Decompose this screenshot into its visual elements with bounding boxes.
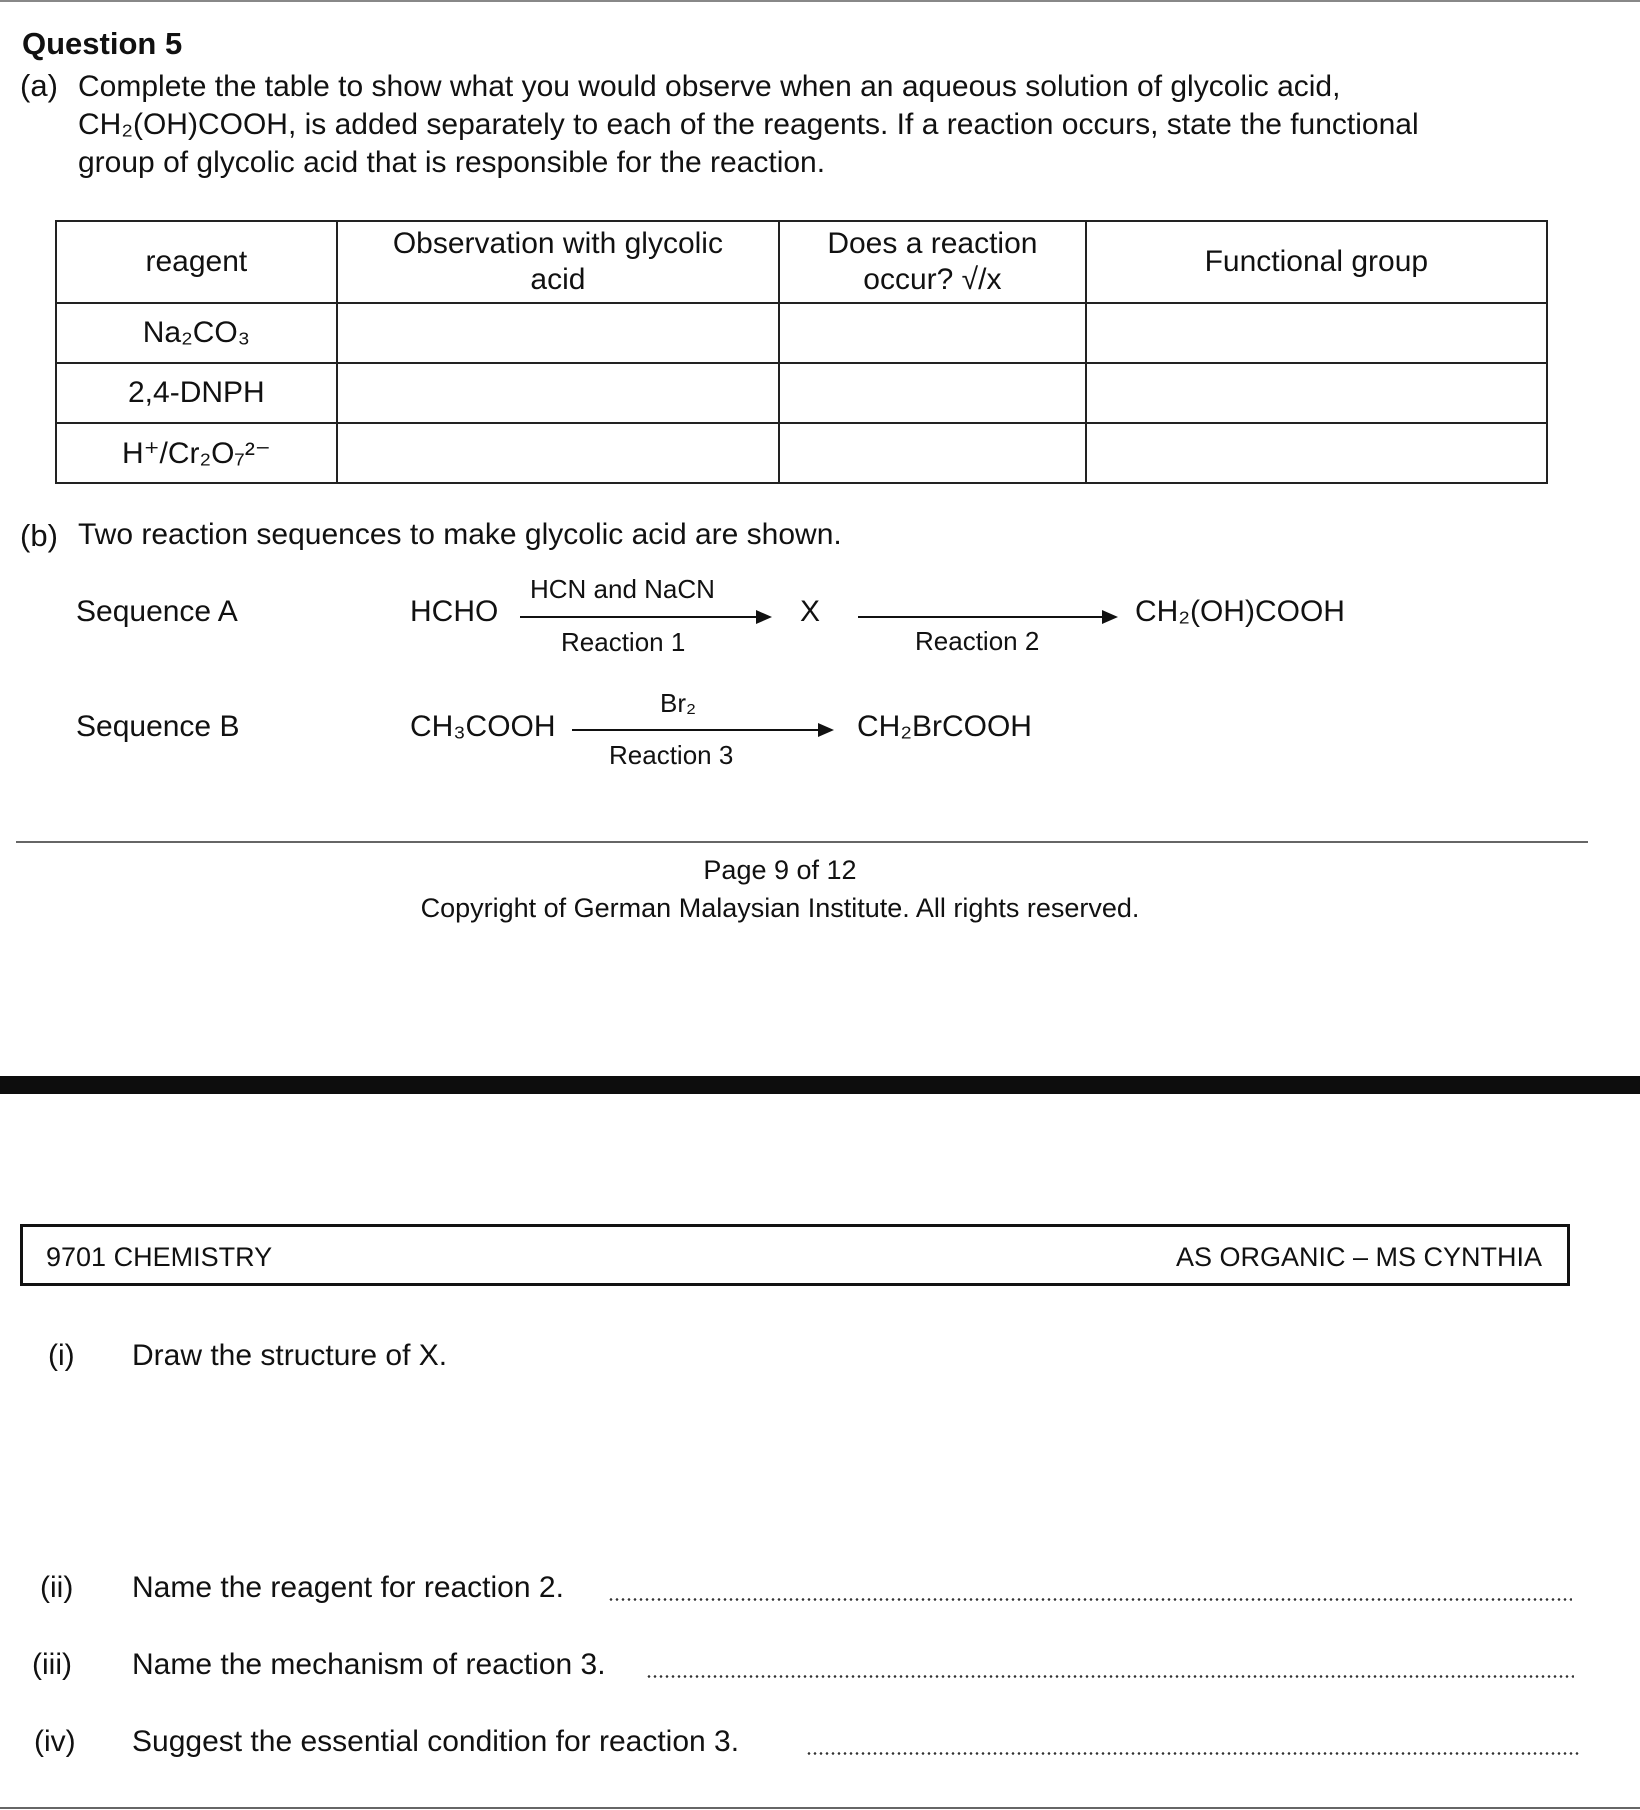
footer-divider xyxy=(16,841,1588,843)
subquestion-ii-label: (ii) xyxy=(40,1571,74,1604)
subquestion-ii-text: Name the reagent for reaction 2. xyxy=(132,1571,564,1604)
subquestion-iii-label: (iii) xyxy=(32,1648,72,1681)
part-b-label: (b) xyxy=(20,518,58,553)
header-observation-line2: acid xyxy=(530,263,586,296)
course-code: 9701 CHEMISTRY xyxy=(46,1242,273,1272)
copyright-notice: Copyright of German Malaysian Institute. All rights reserved. xyxy=(420,893,1140,923)
subquestion-i-text: Draw the structure of X. xyxy=(132,1339,448,1372)
reaction-cell[interactable] xyxy=(779,303,1086,363)
sequence-b-start: CH₃COOH xyxy=(410,710,556,743)
observation-cell[interactable] xyxy=(337,363,779,423)
part-a-line3: group of glycolic acid that is responsible for the reaction. xyxy=(78,146,826,179)
bottom-border xyxy=(0,1807,1640,1809)
header-observation xyxy=(337,221,779,303)
part-a-instructions xyxy=(78,68,1578,182)
subquestion-iv-label: (iv) xyxy=(34,1725,76,1758)
table-header-row xyxy=(56,221,1547,303)
part-b-text: Two reaction sequences to make glycolic acid are shown. xyxy=(78,518,842,551)
reaction-2-label: Reaction 2 xyxy=(915,626,1040,656)
answer-line-ii[interactable] xyxy=(608,1598,1572,1601)
subquestion-iv-text: Suggest the essential condition for reaction 3. xyxy=(132,1725,740,1758)
reaction-cell[interactable] xyxy=(779,423,1086,483)
observation-cell[interactable] xyxy=(337,303,779,363)
page-header-box xyxy=(20,1224,1570,1286)
reaction-cell[interactable] xyxy=(779,363,1086,423)
functional-group-cell[interactable] xyxy=(1086,423,1547,483)
reaction-2-arrow-line xyxy=(858,616,1106,618)
reaction-3-label: Reaction 3 xyxy=(609,740,734,770)
header-reaction xyxy=(779,221,1086,303)
sequence-b-product: CH₂BrCOOH xyxy=(857,710,1032,743)
intermediate-x: X xyxy=(800,595,821,628)
answer-line-iv[interactable] xyxy=(806,1752,1580,1755)
header-observation-line1: Observation with glycolic xyxy=(392,227,723,260)
header-reaction-line1: Does a reaction xyxy=(827,227,1038,260)
reaction-1-reagent: HCN and NaCN xyxy=(530,574,715,604)
reaction-3-arrow-line xyxy=(572,729,822,731)
header-reagent: reagent xyxy=(56,221,337,303)
table-row xyxy=(56,303,1547,363)
reagent-cell: 2,4-DNPH xyxy=(56,363,337,423)
header-reaction-line2: occur? √/x xyxy=(863,263,1002,296)
page-number: Page 9 of 12 xyxy=(703,855,857,885)
functional-group-cell[interactable] xyxy=(1086,303,1547,363)
sequence-a-label: Sequence A xyxy=(76,595,238,628)
reaction-1-label: Reaction 1 xyxy=(561,627,686,657)
reaction-2-arrowhead-icon xyxy=(1102,610,1118,624)
top-border xyxy=(0,0,1640,2)
part-a-label: (a) xyxy=(20,68,58,103)
part-a-line1: Complete the table to show what you would observe when an aqueous solution of glycolic acid, xyxy=(78,70,1341,103)
reaction-1-arrow-line xyxy=(520,616,760,618)
table-row xyxy=(56,423,1547,483)
subquestion-iii-text: Name the mechanism of reaction 3. xyxy=(132,1648,606,1681)
reagent-cell: Na₂CO₃ xyxy=(56,303,337,363)
answer-line-iii[interactable] xyxy=(646,1675,1574,1678)
reaction-1-arrowhead-icon xyxy=(756,610,772,624)
question-title: Question 5 xyxy=(22,26,183,61)
sequence-a-product: CH₂(OH)COOH xyxy=(1135,595,1345,628)
subquestion-i-label: (i) xyxy=(48,1339,75,1372)
course-topic: AS ORGANIC – MS CYNTHIA xyxy=(1175,1242,1542,1272)
functional-group-cell[interactable] xyxy=(1086,363,1547,423)
observation-table xyxy=(55,220,1548,484)
observation-cell[interactable] xyxy=(337,423,779,483)
sequence-b-label: Sequence B xyxy=(76,710,240,743)
part-a-line2: CH₂(OH)COOH, is added separately to each of the reagents. If a reaction occurs, state the functional xyxy=(78,108,1419,141)
reaction-3-reagent: Br₂ xyxy=(660,688,697,718)
page-separator xyxy=(0,1076,1640,1094)
reaction-3-arrowhead-icon xyxy=(818,723,834,737)
reagent-cell: H⁺/Cr₂O₇²⁻ xyxy=(56,423,337,483)
table-row xyxy=(56,363,1547,423)
header-functional-group: Functional group xyxy=(1086,221,1547,303)
sequence-a-start: HCHO xyxy=(410,595,499,628)
